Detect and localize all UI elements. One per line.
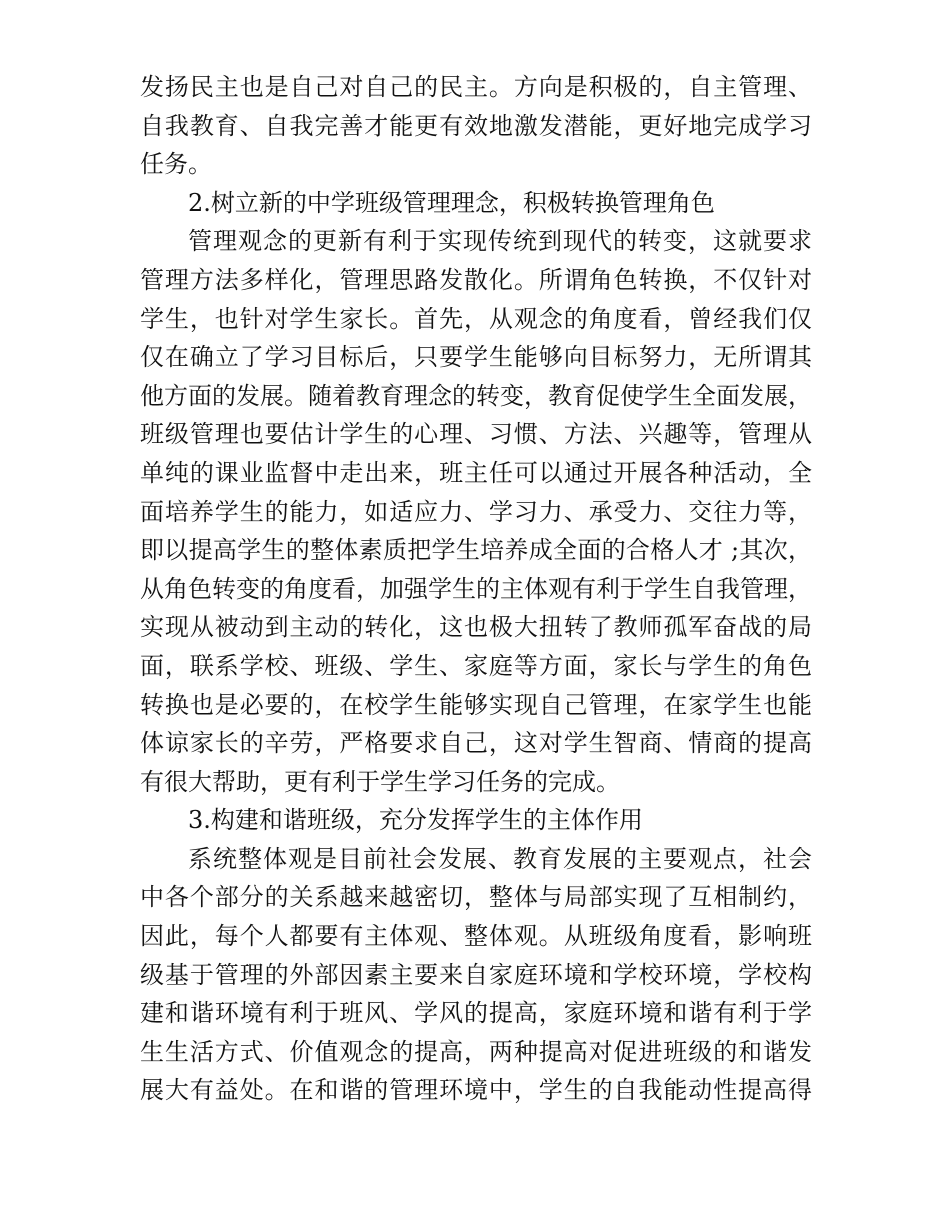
- paragraph-line: 即以提高学生的整体素质把学生培养成全面的合格人才 ;其次，: [140, 536, 812, 565]
- section-heading: 2.树立新的中学班级管理理念，积极转换管理角色: [188, 188, 715, 217]
- paragraph-line: 面培养学生的能力，如适应力、学习力、承受力、交往力等，: [140, 497, 812, 526]
- paragraph-line: 单纯的课业监督中走出来，班主任可以通过开展各种活动，全: [140, 458, 812, 487]
- document-body: [140, 68, 812, 1110]
- paragraph-line: 学生，也针对学生家长。首先，从观念的角度看，曾经我们仅: [140, 304, 812, 333]
- paragraph-line: 转换也是必要的，在校学生能够实现自己管理，在家学生也能: [140, 690, 812, 719]
- paragraph-line: 实现从被动到主动的转化，这也极大扭转了教师孤军奋战的局: [140, 613, 812, 642]
- paragraph-line: 中各个部分的关系越来越密切，整体与局部实现了互相制约，: [140, 883, 812, 912]
- paragraph-line: 展大有益处。在和谐的管理环境中，学生的自我能动性提高得: [140, 1076, 812, 1105]
- paragraph-line: 班级管理也要估计学生的心理、习惯、方法、兴趣等，管理从: [140, 420, 812, 449]
- paragraph-line: 任务。: [140, 150, 212, 179]
- paragraph-line: 级基于管理的外部因素主要来自家庭环境和学校环境，学校构: [140, 960, 812, 989]
- paragraph-line: 从角色转变的角度看，加强学生的主体观有利于学生自我管理，: [140, 574, 812, 603]
- paragraph-line: 建和谐环境有利于班风、学风的提高，家庭环境和谐有利于学: [140, 999, 812, 1028]
- paragraph-line: 面，联系学校、班级、学生、家庭等方面，家长与学生的角色: [140, 651, 812, 680]
- document-page: [140, 68, 812, 1110]
- paragraph-line: 他方面的发展。随着教育理念的转变，教育促使学生全面发展，: [140, 381, 812, 410]
- section-heading: 3.构建和谐班级，充分发挥学生的主体作用: [188, 806, 643, 835]
- paragraph-line: 管理观念的更新有利于实现传统到现代的转变，这就要求: [188, 227, 812, 256]
- paragraph-line: 发扬民主也是自己对自己的民主。方向是积极的，自主管理、: [140, 73, 812, 101]
- paragraph-line: 自我教育、自我完善才能更有效地激发潜能，更好地完成学习: [140, 111, 812, 140]
- paragraph-line: 体谅家长的辛劳，严格要求自己，这对学生智商、情商的提高: [140, 729, 812, 758]
- paragraph-line: 管理方法多样化，管理思路发散化。所谓角色转换，不仅针对: [140, 265, 812, 294]
- paragraph-line: 因此，每个人都要有主体观、整体观。从班级角度看，影响班: [140, 922, 812, 951]
- paragraph-line: 系统整体观是目前社会发展、教育发展的主要观点，社会: [188, 844, 812, 873]
- paragraph-line: 生生活方式、价值观念的提高，两种提高对促进班级的和谐发: [140, 1037, 812, 1066]
- paragraph-line: 仅在确立了学习目标后，只要学生能够向目标努力，无所谓其: [140, 343, 812, 372]
- paragraph-line: 有很大帮助，更有利于学生学习任务的完成。: [140, 767, 620, 796]
